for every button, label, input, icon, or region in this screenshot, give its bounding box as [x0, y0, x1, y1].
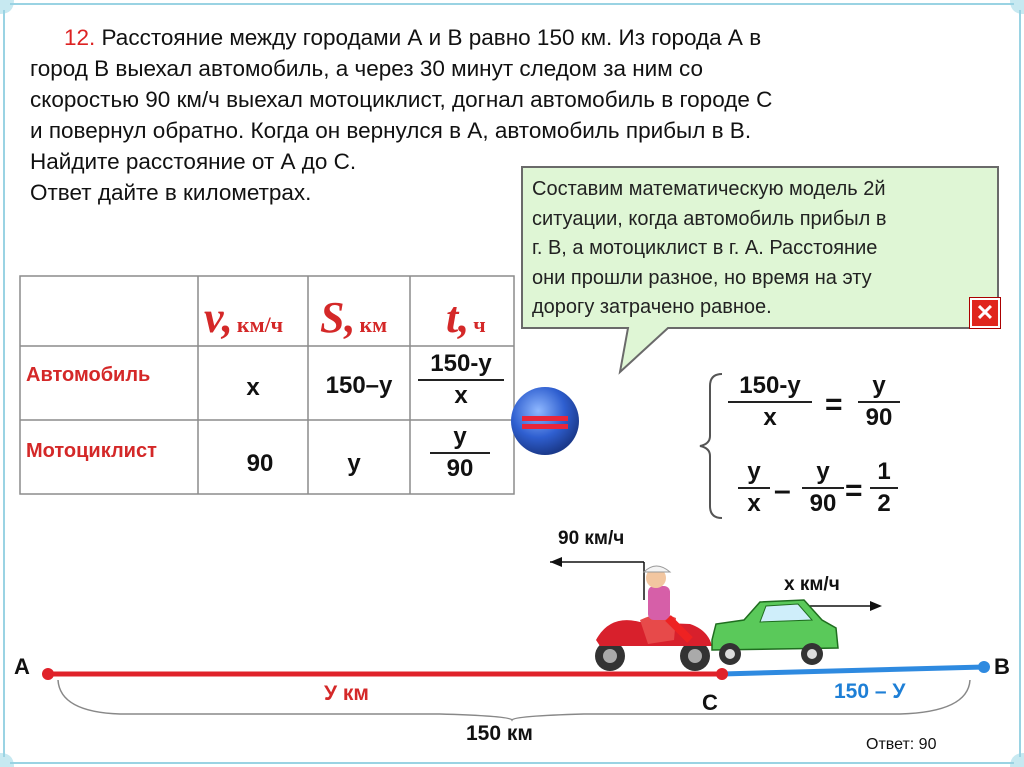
close-callout-button[interactable]: ✕ [970, 298, 1000, 328]
problem-number: 12. [64, 25, 96, 50]
denominator: 90 [809, 490, 837, 517]
moto-distance-cell: у [347, 450, 361, 477]
segment-cb-label: 150 – У [834, 680, 906, 703]
problem-line: Расстояние между городами А и В равно 150 км. Из города А в [101, 25, 762, 50]
velocity-symbol: v, [204, 293, 233, 342]
distance-unit: км [359, 312, 388, 337]
answer-label: Ответ: 90 [866, 736, 937, 753]
time-unit: ч [473, 312, 486, 337]
car-speed-cell: х [246, 374, 260, 401]
point-c-label: С [702, 690, 718, 715]
problem-line: Ответ дайте в километрах. [30, 180, 312, 205]
callout-line: они прошли разное, но время на эту [532, 266, 872, 289]
numerator: 1 [877, 458, 891, 485]
numerator: у [816, 458, 830, 485]
eq2-minus: – [774, 474, 791, 507]
problem-line: и повернул обратно. Когда он вернулся в А, автомобиль прибыл в В. [30, 118, 752, 143]
row-label-moto: Мотоциклист [26, 440, 157, 462]
velocity-unit: км/ч [236, 312, 284, 337]
callout-line: дорогу затрачено равное. [532, 296, 772, 318]
total-distance-label: 150 км [466, 722, 533, 745]
car-distance-cell: 150–у [325, 372, 393, 399]
denominator: 90 [446, 455, 474, 482]
eq2-equals: = [845, 474, 863, 507]
callout-line: г. В, а мотоциклист в г. А. Расстояние [532, 237, 878, 259]
point-b-label: В [994, 654, 1010, 679]
problem-line: Найдите расстояние от А до С. [30, 149, 357, 174]
numerator: у [747, 458, 761, 485]
denominator: х [454, 382, 468, 409]
numerator: 150-у [739, 372, 801, 399]
eq1-equals: = [825, 388, 843, 421]
car-icon [712, 600, 838, 665]
numerator: 150-у [430, 350, 492, 377]
moto-speed-label: 90 км/ч [558, 528, 625, 549]
denominator: 2 [877, 490, 891, 517]
denominator: х [747, 490, 761, 517]
numerator: у [453, 423, 467, 450]
distance-symbol: S, [320, 293, 356, 342]
motorcyclist-icon [595, 566, 712, 671]
denominator: 90 [865, 404, 893, 431]
numerator: у [872, 372, 886, 399]
moto-speed-cell: 90 [246, 450, 274, 477]
car-speed-label: х км/ч [784, 574, 840, 595]
segment-ac-label: У км [324, 682, 369, 705]
callout-line: Составим математическую модель 2й [532, 178, 886, 200]
denominator: х [763, 404, 777, 431]
time-symbol: t, [446, 293, 470, 342]
row-label-car: Автомобиль [26, 364, 151, 386]
callout-line: ситуации, когда автомобиль прибыл в [532, 207, 887, 230]
problem-line: скоростью 90 км/ч выехал мотоциклист, догнал автомобиль в городе С [30, 87, 773, 112]
problem-line: город В выехал автомобиль, а через 30 минут следом за ним со [30, 56, 703, 81]
point-a-label: А [14, 654, 30, 679]
